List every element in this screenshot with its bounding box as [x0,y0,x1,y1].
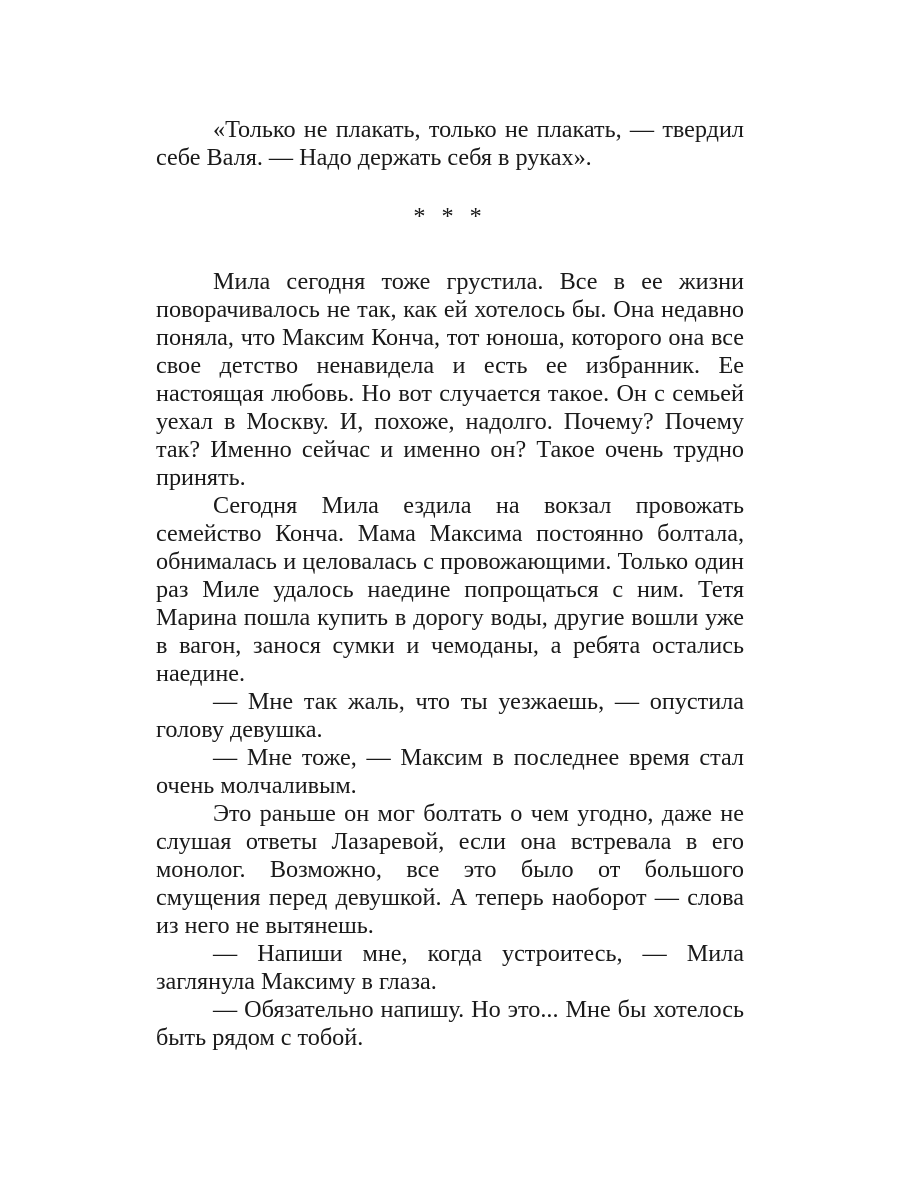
paragraph-3: Сегодня Мила ездила на вокзал провожать семейство Конча. Мама Максима постоянно болтала, обнималась и целовалась с провожающими. Только один раз Миле удалось наедине попрощаться с ним. Тетя Марина пошла купить в дорогу воды, другие вошли уже в вагон, занося сумки и чемоданы, а ребята остались наедине. [156,492,744,687]
paragraph-2: Мила сегодня тоже грустила. Все в ее жизни поворачивалось не так, как ей хотелось бы. Она недавно поняла, что Максим Конча, тот юноша, которого она все свое детство ненавидела и есть ее избранник. Ее настоящая любовь. Но вот случается такое. Он с семьей уехал в Москву. И, похоже, надолго. Почему? Почему так? Именно сейчас и именно он? Такое очень трудно принять. [156,268,744,491]
paragraph-8: — Обязательно напишу. Но это... Мне бы хотелось быть рядом с тобой. [156,996,744,1051]
book-page [156,116,744,1052]
paragraph-5: — Мне тоже, — Максим в последнее время стал очень молчаливым. [156,744,744,799]
paragraph-6: Это раньше он мог болтать о чем угодно, даже не слушая ответы Лазаревой, если она встревала в его монолог. Возможно, все это было от большого смущения перед девушкой. А теперь наоборот — слова из него не вытянешь. [156,800,744,939]
section-separator: * * * [413,203,487,230]
paragraph-4: — Мне так жаль, что ты уезжаешь, — опустила голову девушка. [156,688,744,743]
paragraph-1: «Только не плакать, только не плакать, — твердил себе Валя. — Надо держать себя в руках». [156,116,744,171]
paragraph-7: — Напиши мне, когда устроитесь, — Мила заглянула Максиму в глаза. [156,940,744,995]
